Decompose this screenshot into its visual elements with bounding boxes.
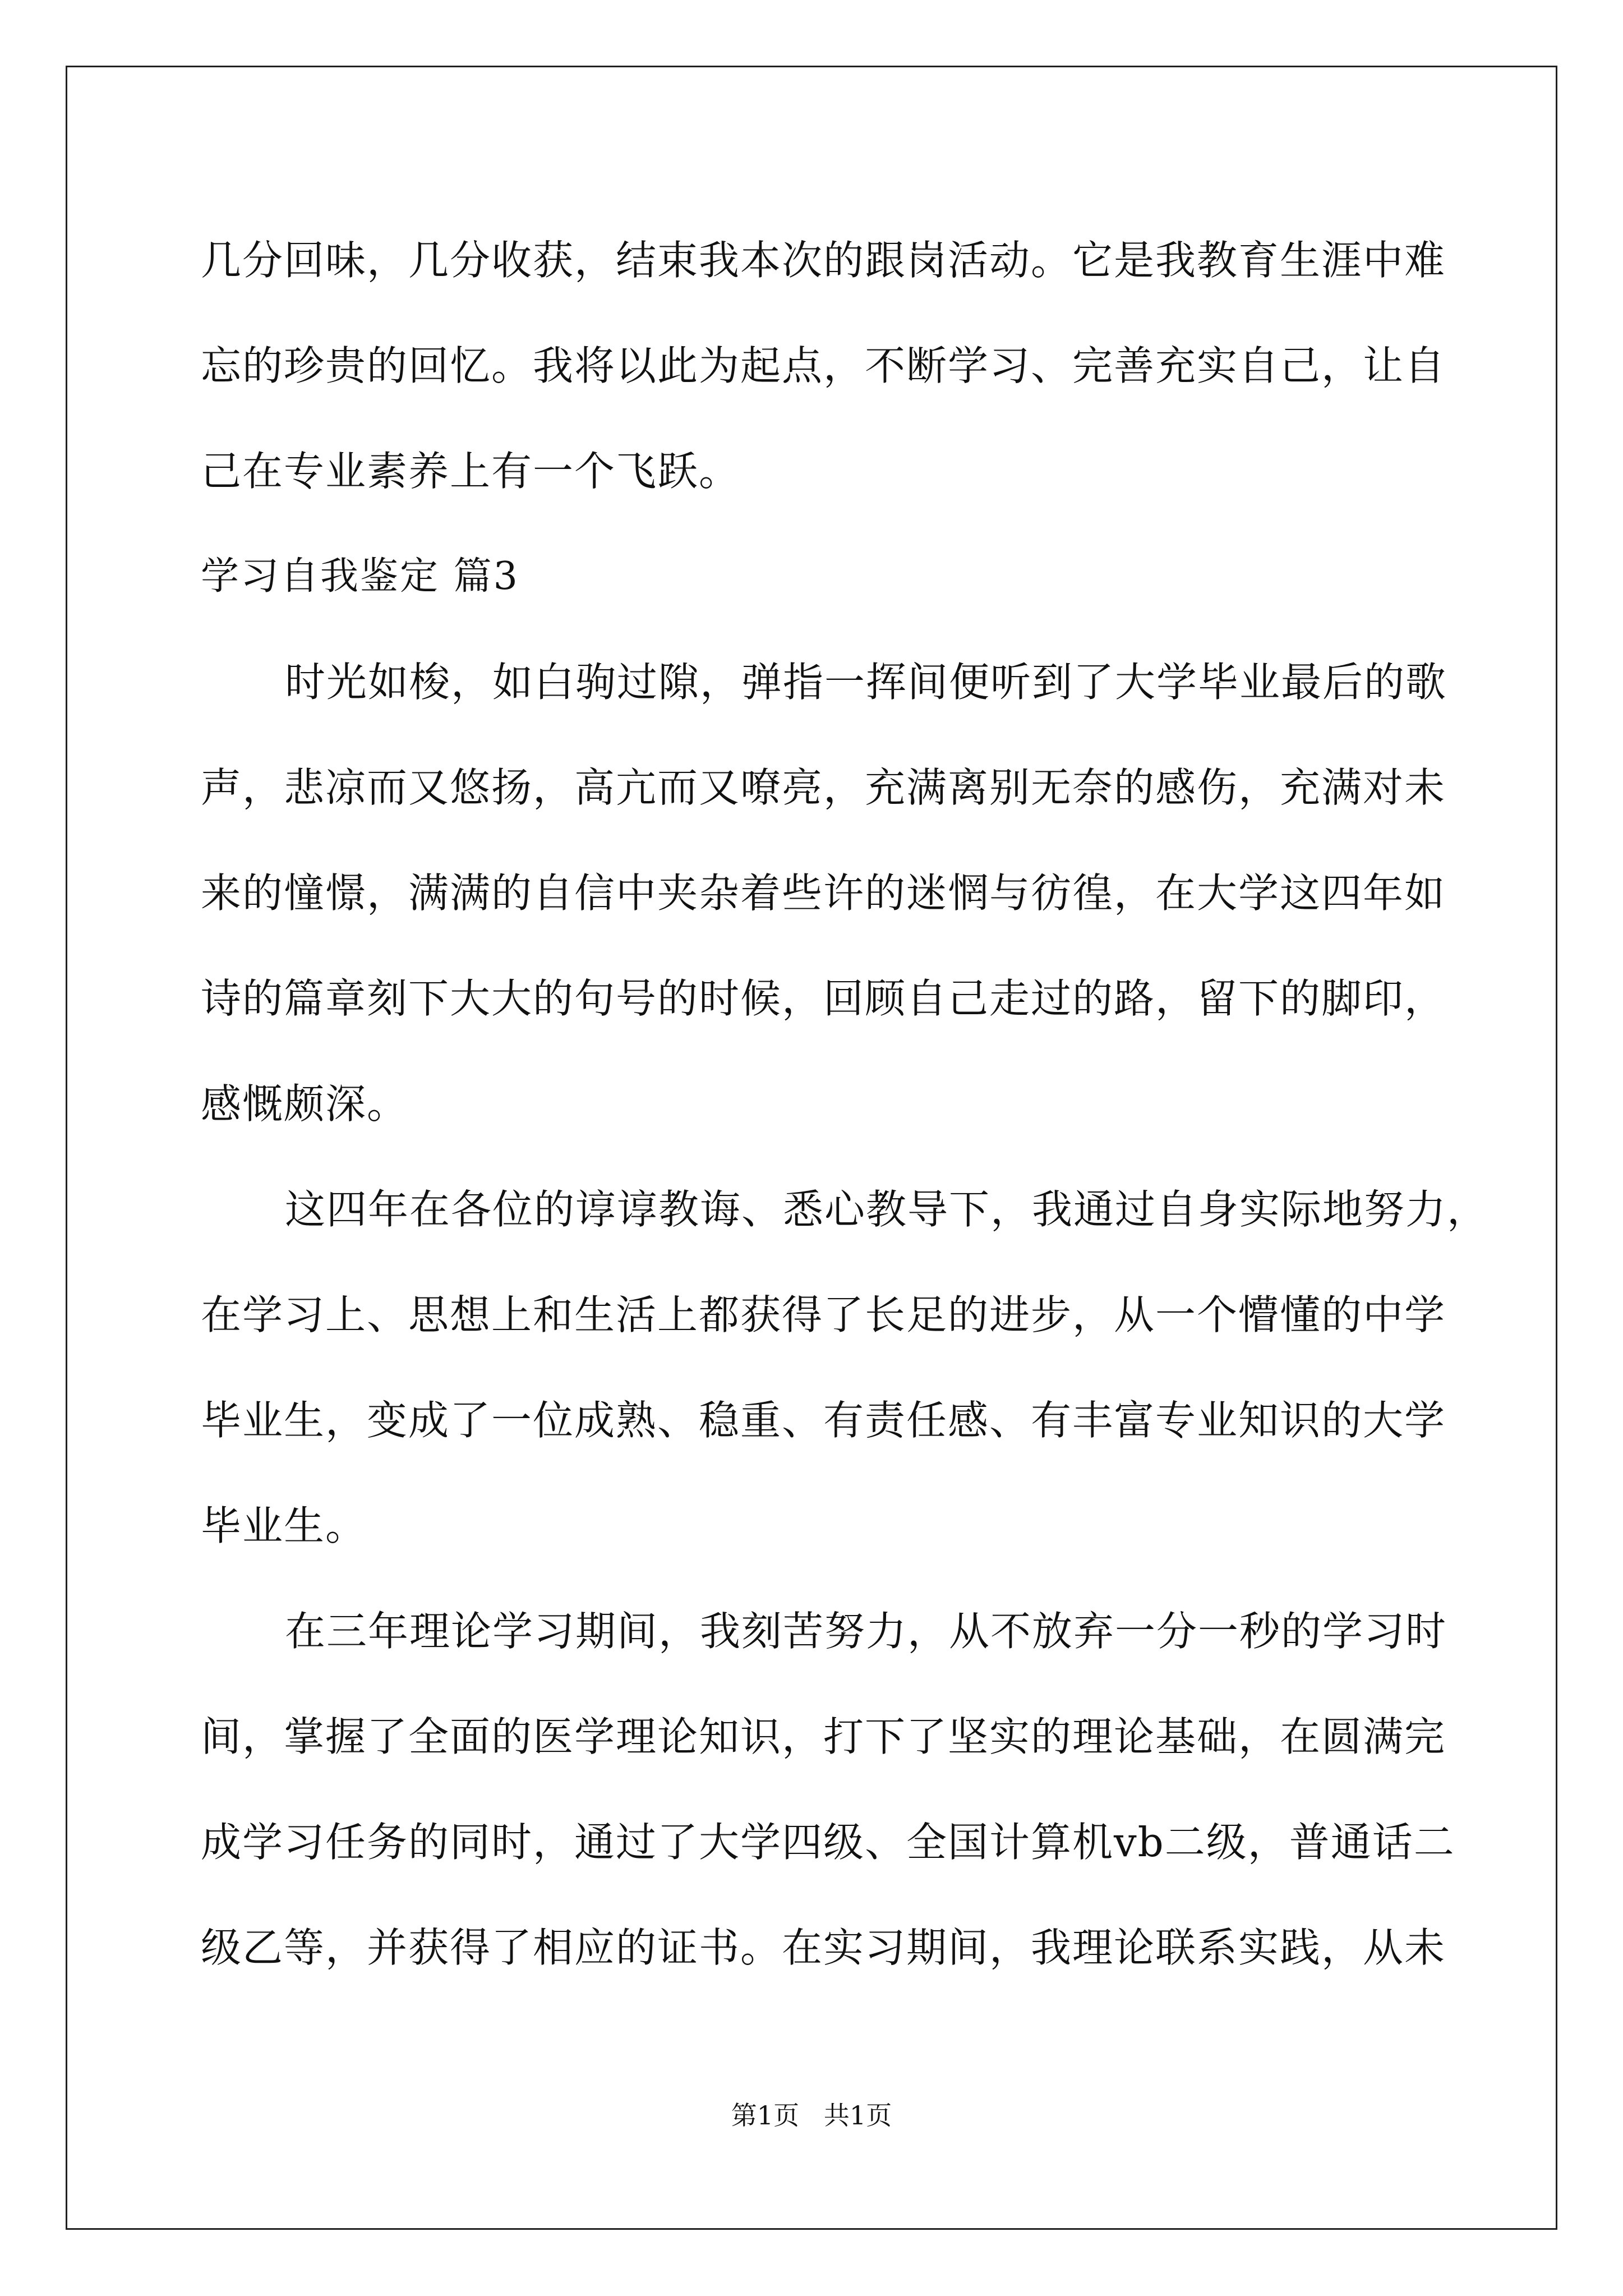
paragraph-3	[201, 1157, 1489, 1579]
text-line: 己在专业素养上有一个飞跃。	[201, 448, 741, 495]
text-line: 成学习任务的同时，通过了大学四级、全国计算机vb二级，普通话二	[201, 1819, 1455, 1866]
text-line: 这四年在各位的谆谆教诲、悉心教导下，我通过自身实际地努力，	[285, 1186, 1489, 1233]
text-line: 在学习上、思想上和生活上都获得了长足的进步，从一个懵懂的中学	[201, 1291, 1446, 1338]
text-line: 来的憧憬，满满的自信中夹杂着些许的迷惘与彷徨，在大学这四年如	[201, 869, 1446, 917]
paragraph-1	[201, 208, 1446, 524]
text-line: 在三年理论学习期间，我刻苦努力，从不放弃一分一秒的学习时	[285, 1608, 1447, 1655]
text-line: 毕业生，变成了一位成熟、稳重、有责任感、有丰富专业知识的大学	[201, 1397, 1446, 1444]
text-line: 诗的篇章刻下大大的句号的时候，回顾自己走过的路，留下的脚印，	[201, 975, 1446, 1022]
text-line: 间，掌握了全面的医学理论知识，打下了坚实的理论基础，在圆满完	[201, 1713, 1446, 1760]
paragraph-2	[201, 629, 1447, 1157]
section-heading: 学习自我鉴定 篇3	[201, 554, 519, 599]
text-line: 声，悲凉而又悠扬，高亢而又嘹亮，充满离别无奈的感伤，充满对未	[201, 764, 1446, 811]
text-line: 毕业生。	[201, 1502, 367, 1549]
text-line: 忘的珍贵的回忆。我将以此为起点，不断学习、完善充实自己，让自	[201, 342, 1446, 389]
page-number-footer: 第1页 共1页	[731, 2100, 892, 2131]
document-body	[201, 208, 1489, 2000]
text-line: 级乙等，并获得了相应的证书。在实习期间，我理论联系实践，从未	[201, 1924, 1446, 1971]
text-line: 感慨颇深。	[201, 1080, 409, 1128]
paragraph-4	[201, 1579, 1455, 2000]
text-line: 时光如梭，如白驹过隙，弹指一挥间便听到了大学毕业最后的歌	[285, 659, 1447, 706]
text-line: 几分回味，几分收获，结束我本次的跟岗活动。它是我教育生涯中难	[201, 237, 1446, 284]
